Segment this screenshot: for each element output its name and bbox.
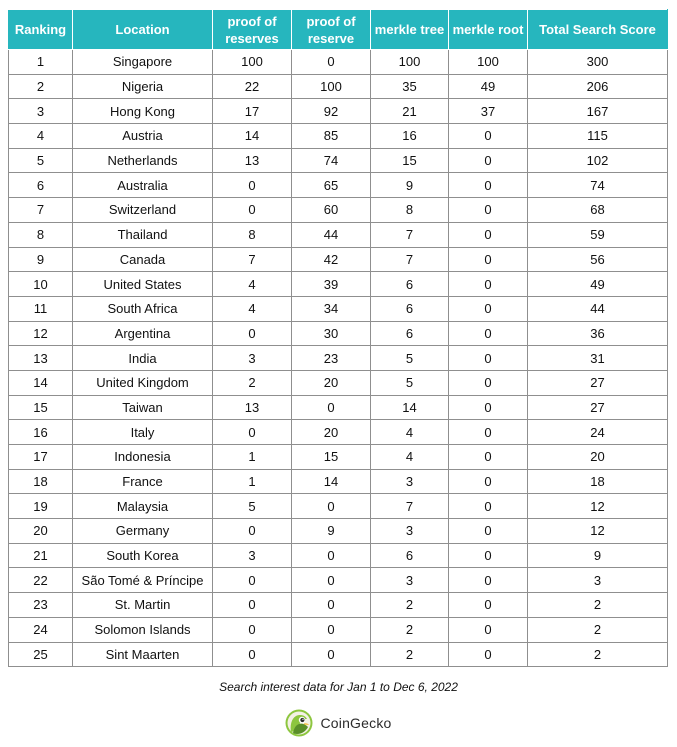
cell-location: South Korea — [73, 543, 213, 568]
cell-total-search-score: 9 — [528, 543, 668, 568]
cell-merkle-root: 0 — [449, 543, 528, 568]
cell-proof-of-reserves: 0 — [213, 321, 292, 346]
search-score-table — [8, 9, 668, 667]
table-row — [9, 642, 668, 667]
cell-merkle-root: 0 — [449, 173, 528, 198]
cell-total-search-score: 2 — [528, 617, 668, 642]
cell-proof-of-reserves: 13 — [213, 148, 292, 173]
cell-total-search-score: 167 — [528, 99, 668, 124]
cell-merkle-tree: 6 — [371, 321, 449, 346]
footnote: Search interest data for Jan 1 to Dec 6, 2022 — [219, 680, 458, 694]
cell-proof-of-reserves: 100 — [213, 50, 292, 75]
cell-merkle-root: 49 — [449, 74, 528, 99]
cell-proof-of-reserve: 60 — [292, 198, 371, 223]
cell-ranking: 13 — [9, 346, 73, 371]
cell-proof-of-reserves: 0 — [213, 519, 292, 544]
table-row — [9, 148, 668, 173]
cell-proof-of-reserves: 4 — [213, 296, 292, 321]
cell-merkle-root: 0 — [449, 420, 528, 445]
cell-ranking: 9 — [9, 247, 73, 272]
table-row — [9, 568, 668, 593]
cell-merkle-tree: 6 — [371, 296, 449, 321]
cell-total-search-score: 24 — [528, 420, 668, 445]
cell-merkle-root: 0 — [449, 469, 528, 494]
cell-total-search-score: 115 — [528, 124, 668, 149]
cell-location: Singapore — [73, 50, 213, 75]
cell-proof-of-reserves: 7 — [213, 247, 292, 272]
cell-proof-of-reserves: 13 — [213, 395, 292, 420]
cell-ranking: 15 — [9, 395, 73, 420]
header-proof-of-reserve: proof of reserve — [292, 10, 371, 50]
cell-proof-of-reserve: 34 — [292, 296, 371, 321]
cell-location: São Tomé & Príncipe — [73, 568, 213, 593]
cell-ranking: 24 — [9, 617, 73, 642]
header-merkle-root: merkle root — [449, 10, 528, 50]
table-row — [9, 617, 668, 642]
cell-merkle-tree: 5 — [371, 346, 449, 371]
cell-ranking: 21 — [9, 543, 73, 568]
cell-merkle-tree: 21 — [371, 99, 449, 124]
cell-merkle-tree: 2 — [371, 593, 449, 618]
cell-proof-of-reserves: 1 — [213, 445, 292, 470]
table-row — [9, 247, 668, 272]
table-body — [9, 50, 668, 667]
cell-proof-of-reserves: 3 — [213, 346, 292, 371]
cell-total-search-score: 44 — [528, 296, 668, 321]
cell-merkle-tree: 16 — [371, 124, 449, 149]
cell-merkle-root: 37 — [449, 99, 528, 124]
cell-ranking: 25 — [9, 642, 73, 667]
cell-location: Thailand — [73, 222, 213, 247]
table-row — [9, 173, 668, 198]
table-row — [9, 321, 668, 346]
cell-location: United Kingdom — [73, 370, 213, 395]
cell-proof-of-reserves: 3 — [213, 543, 292, 568]
cell-location: Solomon Islands — [73, 617, 213, 642]
cell-merkle-tree: 3 — [371, 568, 449, 593]
cell-ranking: 5 — [9, 148, 73, 173]
cell-location: Indonesia — [73, 445, 213, 470]
cell-merkle-tree: 4 — [371, 445, 449, 470]
cell-merkle-root: 0 — [449, 148, 528, 173]
cell-merkle-root: 0 — [449, 593, 528, 618]
cell-merkle-root: 0 — [449, 247, 528, 272]
cell-proof-of-reserves: 0 — [213, 173, 292, 198]
cell-ranking: 6 — [9, 173, 73, 198]
table-row — [9, 420, 668, 445]
cell-merkle-tree: 6 — [371, 543, 449, 568]
cell-proof-of-reserves: 0 — [213, 593, 292, 618]
cell-ranking: 17 — [9, 445, 73, 470]
cell-total-search-score: 102 — [528, 148, 668, 173]
cell-location: France — [73, 469, 213, 494]
cell-proof-of-reserves: 4 — [213, 272, 292, 297]
table-row — [9, 519, 668, 544]
cell-location: Austria — [73, 124, 213, 149]
table-row — [9, 296, 668, 321]
cell-total-search-score: 56 — [528, 247, 668, 272]
cell-total-search-score: 12 — [528, 494, 668, 519]
search-score-table-container — [8, 9, 667, 667]
cell-ranking: 10 — [9, 272, 73, 297]
cell-total-search-score: 59 — [528, 222, 668, 247]
table-row — [9, 74, 668, 99]
table-row — [9, 494, 668, 519]
table-row — [9, 445, 668, 470]
table-row — [9, 272, 668, 297]
table-row — [9, 222, 668, 247]
cell-proof-of-reserves: 0 — [213, 642, 292, 667]
cell-merkle-root: 100 — [449, 50, 528, 75]
cell-merkle-root: 0 — [449, 370, 528, 395]
cell-proof-of-reserve: 0 — [292, 395, 371, 420]
cell-proof-of-reserve: 20 — [292, 420, 371, 445]
cell-merkle-tree: 4 — [371, 420, 449, 445]
cell-merkle-root: 0 — [449, 346, 528, 371]
cell-ranking: 14 — [9, 370, 73, 395]
header-ranking: Ranking — [9, 10, 73, 50]
cell-merkle-tree: 2 — [371, 642, 449, 667]
cell-location: Australia — [73, 173, 213, 198]
table-row — [9, 50, 668, 75]
cell-ranking: 20 — [9, 519, 73, 544]
cell-merkle-root: 0 — [449, 642, 528, 667]
cell-location: Canada — [73, 247, 213, 272]
cell-location: Malaysia — [73, 494, 213, 519]
cell-total-search-score: 12 — [528, 519, 668, 544]
cell-proof-of-reserves: 0 — [213, 420, 292, 445]
cell-proof-of-reserve: 0 — [292, 642, 371, 667]
table-row — [9, 124, 668, 149]
table-row — [9, 99, 668, 124]
cell-merkle-tree: 3 — [371, 519, 449, 544]
cell-proof-of-reserves: 8 — [213, 222, 292, 247]
cell-location: Italy — [73, 420, 213, 445]
cell-merkle-tree: 35 — [371, 74, 449, 99]
brand-footer — [0, 709, 677, 737]
cell-merkle-root: 0 — [449, 617, 528, 642]
cell-proof-of-reserves: 22 — [213, 74, 292, 99]
table-row — [9, 198, 668, 223]
cell-ranking: 8 — [9, 222, 73, 247]
cell-proof-of-reserve: 74 — [292, 148, 371, 173]
cell-proof-of-reserves: 14 — [213, 124, 292, 149]
cell-merkle-root: 0 — [449, 296, 528, 321]
cell-proof-of-reserves: 1 — [213, 469, 292, 494]
table-row — [9, 543, 668, 568]
cell-location: Switzerland — [73, 198, 213, 223]
cell-ranking: 23 — [9, 593, 73, 618]
table-row — [9, 395, 668, 420]
cell-ranking: 2 — [9, 74, 73, 99]
cell-merkle-tree: 5 — [371, 370, 449, 395]
header-total-search-score: Total Search Score — [528, 10, 668, 50]
cell-proof-of-reserve: 15 — [292, 445, 371, 470]
cell-location: Hong Kong — [73, 99, 213, 124]
table-row — [9, 593, 668, 618]
cell-location: Netherlands — [73, 148, 213, 173]
cell-merkle-tree: 7 — [371, 247, 449, 272]
cell-location: United States — [73, 272, 213, 297]
cell-proof-of-reserves: 17 — [213, 99, 292, 124]
cell-proof-of-reserve: 0 — [292, 617, 371, 642]
cell-location: Argentina — [73, 321, 213, 346]
cell-ranking: 18 — [9, 469, 73, 494]
cell-total-search-score: 2 — [528, 642, 668, 667]
header-merkle-tree: merkle tree — [371, 10, 449, 50]
cell-merkle-tree: 7 — [371, 222, 449, 247]
cell-proof-of-reserve: 39 — [292, 272, 371, 297]
table-row — [9, 346, 668, 371]
cell-proof-of-reserve: 100 — [292, 74, 371, 99]
cell-total-search-score: 27 — [528, 395, 668, 420]
coingecko-logo-icon — [285, 709, 313, 737]
cell-total-search-score: 68 — [528, 198, 668, 223]
cell-proof-of-reserve: 0 — [292, 593, 371, 618]
cell-proof-of-reserve: 9 — [292, 519, 371, 544]
header-proof-of-reserves: proof of reserves — [213, 10, 292, 50]
cell-merkle-root: 0 — [449, 568, 528, 593]
cell-proof-of-reserves: 5 — [213, 494, 292, 519]
cell-merkle-root: 0 — [449, 519, 528, 544]
cell-merkle-root: 0 — [449, 395, 528, 420]
cell-proof-of-reserves: 0 — [213, 198, 292, 223]
cell-proof-of-reserve: 42 — [292, 247, 371, 272]
cell-merkle-tree: 100 — [371, 50, 449, 75]
cell-merkle-tree: 9 — [371, 173, 449, 198]
cell-ranking: 19 — [9, 494, 73, 519]
cell-location: Sint Maarten — [73, 642, 213, 667]
cell-location: South Africa — [73, 296, 213, 321]
cell-total-search-score: 31 — [528, 346, 668, 371]
cell-ranking: 12 — [9, 321, 73, 346]
cell-merkle-root: 0 — [449, 222, 528, 247]
cell-total-search-score: 27 — [528, 370, 668, 395]
cell-total-search-score: 36 — [528, 321, 668, 346]
cell-merkle-tree: 8 — [371, 198, 449, 223]
cell-location: Taiwan — [73, 395, 213, 420]
cell-proof-of-reserve: 20 — [292, 370, 371, 395]
cell-merkle-tree: 6 — [371, 272, 449, 297]
cell-merkle-tree: 3 — [371, 469, 449, 494]
cell-proof-of-reserve: 0 — [292, 568, 371, 593]
cell-proof-of-reserve: 0 — [292, 494, 371, 519]
cell-proof-of-reserve: 0 — [292, 543, 371, 568]
table-header-row — [9, 10, 668, 50]
cell-location: Nigeria — [73, 74, 213, 99]
cell-merkle-tree: 7 — [371, 494, 449, 519]
cell-location: Germany — [73, 519, 213, 544]
cell-total-search-score: 206 — [528, 74, 668, 99]
cell-proof-of-reserve: 44 — [292, 222, 371, 247]
cell-ranking: 11 — [9, 296, 73, 321]
cell-total-search-score: 74 — [528, 173, 668, 198]
cell-merkle-root: 0 — [449, 198, 528, 223]
cell-proof-of-reserve: 0 — [292, 50, 371, 75]
cell-merkle-root: 0 — [449, 494, 528, 519]
cell-location: St. Martin — [73, 593, 213, 618]
cell-ranking: 16 — [9, 420, 73, 445]
table-row — [9, 370, 668, 395]
cell-ranking: 1 — [9, 50, 73, 75]
cell-merkle-root: 0 — [449, 272, 528, 297]
cell-merkle-tree: 15 — [371, 148, 449, 173]
cell-proof-of-reserve: 92 — [292, 99, 371, 124]
cell-merkle-root: 0 — [449, 321, 528, 346]
cell-total-search-score: 2 — [528, 593, 668, 618]
cell-total-search-score: 3 — [528, 568, 668, 593]
cell-total-search-score: 49 — [528, 272, 668, 297]
cell-merkle-root: 0 — [449, 445, 528, 470]
cell-total-search-score: 300 — [528, 50, 668, 75]
cell-ranking: 4 — [9, 124, 73, 149]
cell-ranking: 7 — [9, 198, 73, 223]
cell-proof-of-reserve: 14 — [292, 469, 371, 494]
cell-proof-of-reserves: 0 — [213, 568, 292, 593]
cell-location: India — [73, 346, 213, 371]
cell-proof-of-reserve: 85 — [292, 124, 371, 149]
brand-name: CoinGecko — [320, 715, 392, 731]
cell-proof-of-reserve: 30 — [292, 321, 371, 346]
cell-ranking: 22 — [9, 568, 73, 593]
header-location: Location — [73, 10, 213, 50]
cell-ranking: 3 — [9, 99, 73, 124]
cell-merkle-tree: 14 — [371, 395, 449, 420]
cell-total-search-score: 20 — [528, 445, 668, 470]
cell-proof-of-reserves: 0 — [213, 617, 292, 642]
table-row — [9, 469, 668, 494]
cell-proof-of-reserve: 65 — [292, 173, 371, 198]
cell-total-search-score: 18 — [528, 469, 668, 494]
cell-proof-of-reserves: 2 — [213, 370, 292, 395]
cell-merkle-tree: 2 — [371, 617, 449, 642]
cell-proof-of-reserve: 23 — [292, 346, 371, 371]
cell-merkle-root: 0 — [449, 124, 528, 149]
